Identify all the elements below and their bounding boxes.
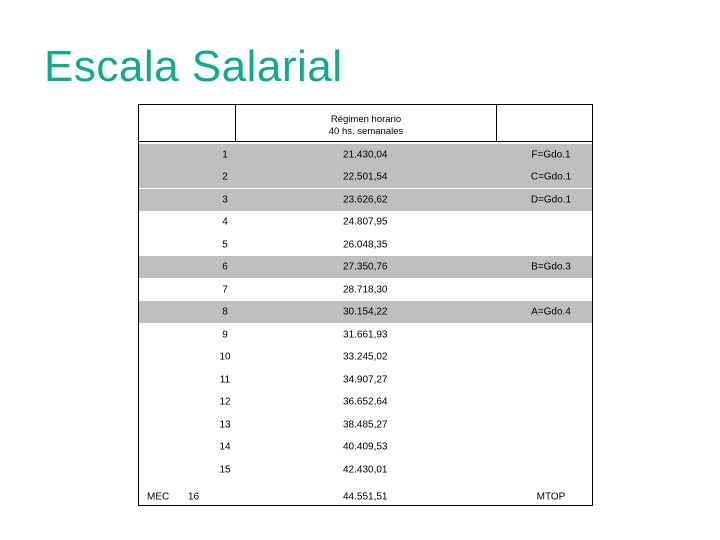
row-salary: 44.551,51: [343, 491, 388, 503]
row-salary: 34.907,27: [343, 374, 388, 386]
row-salary: 24.807,95: [343, 216, 388, 228]
table-row: [139, 414, 592, 436]
table-row: [139, 189, 592, 211]
row-salary: 36.652,64: [343, 396, 388, 408]
salary-table: [138, 104, 593, 506]
row-agency-right: MTOP: [536, 491, 566, 503]
row-number: 12: [219, 396, 231, 408]
row-salary: 28.718,30: [343, 284, 388, 296]
header-label: [236, 114, 496, 138]
table-row: [139, 459, 592, 481]
table-row: [139, 279, 592, 301]
row-number: 14: [219, 441, 231, 453]
table-row: [139, 234, 592, 256]
table-row: [139, 256, 592, 278]
row-number: 6: [222, 261, 228, 273]
row-number: 2: [222, 171, 228, 183]
row-salary: 33.245,02: [343, 351, 388, 363]
row-grade-note: C=Gdo.1: [530, 171, 572, 183]
table-row: [139, 211, 592, 233]
row-salary: 27.350,76: [343, 261, 388, 273]
row-number: 16: [188, 491, 200, 503]
row-salary: 38.485,27: [343, 419, 388, 431]
row-number: 3: [222, 194, 228, 206]
table-row: [139, 324, 592, 346]
header-divider: [496, 105, 497, 141]
row-agency-left: MEC: [147, 491, 170, 503]
row-number: 11: [219, 374, 231, 386]
table-header: [139, 105, 592, 142]
table-row: [139, 144, 592, 166]
table-row: [139, 166, 592, 188]
row-salary: 21.430,04: [343, 149, 388, 161]
row-number: 5: [222, 239, 228, 251]
row-number: 4: [222, 216, 228, 228]
row-salary: 23.626,62: [343, 194, 388, 206]
table-row: [139, 436, 592, 458]
row-grade-note: D=Gdo.1: [530, 194, 572, 206]
header-line-2: 40 hs. semanales: [328, 126, 404, 137]
header-line-1: Régimen horario: [330, 114, 402, 125]
row-grade-note: F=Gdo.1: [531, 149, 571, 161]
row-number: 1: [222, 149, 228, 161]
table-row: [139, 346, 592, 368]
row-salary: 40.409,53: [343, 441, 388, 453]
table-row: [139, 391, 592, 413]
row-salary: 42.430,01: [343, 464, 388, 476]
row-salary: 26.048,35: [343, 239, 388, 251]
row-number: 10: [219, 351, 231, 363]
row-salary: 22.501,54: [343, 171, 388, 183]
row-number: 15: [219, 464, 231, 476]
page-title: Escala Salarial: [44, 42, 343, 91]
row-grade-note: B=Gdo.3: [531, 261, 571, 273]
row-number: 13: [219, 419, 231, 431]
row-salary: 31.661,93: [343, 329, 388, 341]
row-salary: 30.154,22: [343, 306, 388, 318]
table-row: [139, 301, 592, 323]
row-grade-note: A=Gdo.4: [531, 306, 571, 318]
row-number: 7: [222, 284, 228, 296]
table-row-last: [139, 486, 592, 508]
row-number: 9: [222, 329, 228, 341]
row-number: 8: [222, 306, 228, 318]
table-row: [139, 369, 592, 391]
